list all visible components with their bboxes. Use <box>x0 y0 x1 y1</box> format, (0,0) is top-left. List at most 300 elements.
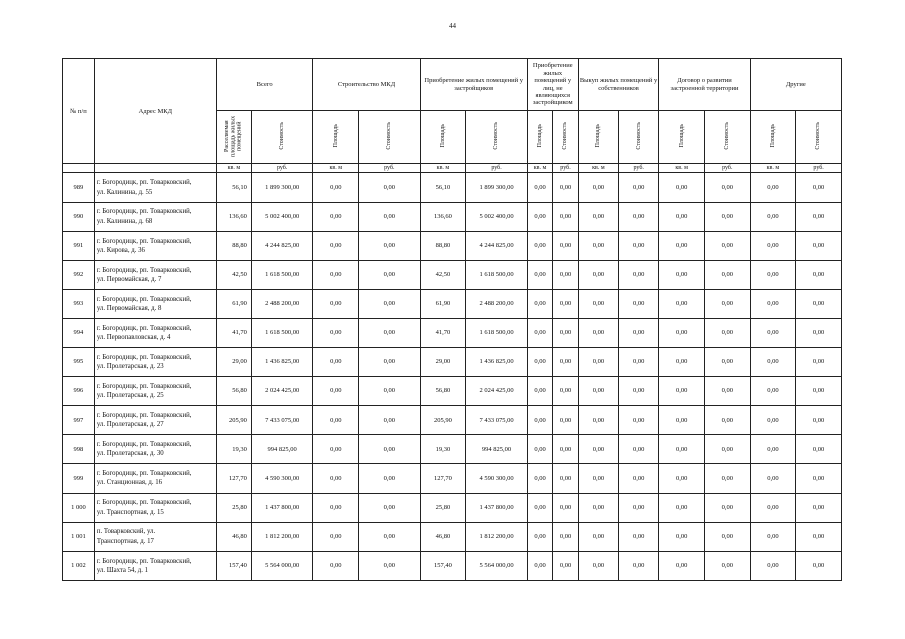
cost-cell: 0,00 <box>553 348 578 377</box>
area-cell: 0,00 <box>527 377 552 406</box>
group-header-developer-purchase: Приобретение жилых помещений у застройщиков <box>420 59 527 111</box>
page-number: 44 <box>449 22 456 30</box>
cost-cell: 5 002 400,00 <box>466 202 528 231</box>
row-number: 997 <box>63 406 95 435</box>
area-cell: 56,10 <box>420 173 466 202</box>
cost-cell: 0,00 <box>796 435 842 464</box>
area-cell: 56,80 <box>420 377 466 406</box>
area-cell: 0,00 <box>527 289 552 318</box>
row-number: 991 <box>63 231 95 260</box>
sub-header-label: Площадь <box>678 124 685 148</box>
sub-header-area <box>216 111 251 164</box>
area-cell: 0,00 <box>578 551 618 580</box>
area-cell: 56,10 <box>216 173 251 202</box>
area-cell: 0,00 <box>750 493 796 522</box>
cost-cell: 0,00 <box>619 173 659 202</box>
cost-cell: 4 590 300,00 <box>251 464 313 493</box>
cost-cell: 0,00 <box>796 522 842 551</box>
cost-cell: 0,00 <box>796 202 842 231</box>
sub-header-area <box>750 111 796 164</box>
area-cell: 0,00 <box>313 202 359 231</box>
area-cell: 0,00 <box>750 522 796 551</box>
row-address <box>94 260 216 289</box>
units-cell: руб. <box>619 164 659 173</box>
table-row <box>63 231 842 260</box>
cost-cell: 994 825,00 <box>466 435 528 464</box>
table-row <box>63 464 842 493</box>
address-line-1: г. Богородицк, рп. Товарковский, <box>96 295 192 303</box>
area-cell: 56,80 <box>216 377 251 406</box>
address-line-1: г. Богородицк, рп. Товарковский, <box>96 412 192 420</box>
cost-cell: 0,00 <box>619 435 659 464</box>
address-line-2: ул. Пролетарская, д. 23 <box>96 363 164 371</box>
resettlement-table <box>62 58 842 581</box>
area-cell: 41,70 <box>420 318 466 347</box>
table-row <box>63 202 842 231</box>
sub-header-label: Стоимость <box>724 122 731 150</box>
cost-cell: 0,00 <box>619 202 659 231</box>
area-cell: 0,00 <box>527 551 552 580</box>
cost-cell: 1 812 200,00 <box>251 522 313 551</box>
area-cell: 136,60 <box>420 202 466 231</box>
address-line-2: ул. Калинина, д. 68 <box>96 217 153 225</box>
cost-cell: 0,00 <box>704 522 750 551</box>
address-line-2: ул. Кирова, д. 36 <box>96 246 145 254</box>
units-cell: руб. <box>359 164 421 173</box>
row-address <box>94 348 216 377</box>
area-cell: 0,00 <box>313 522 359 551</box>
address-line-2: ул. Первопавловская, д. 4 <box>96 333 171 341</box>
cost-cell: 0,00 <box>619 348 659 377</box>
table-row <box>63 260 842 289</box>
cost-cell: 0,00 <box>796 231 842 260</box>
cost-cell: 0,00 <box>553 435 578 464</box>
units-cell: кв. м <box>659 164 705 173</box>
sub-header-cost <box>619 111 659 164</box>
address-line-2: ул. Транспортная, д. 15 <box>96 508 164 516</box>
area-cell: 0,00 <box>578 173 618 202</box>
cost-cell: 0,00 <box>619 522 659 551</box>
row-number: 994 <box>63 318 95 347</box>
area-cell: 205,90 <box>420 406 466 435</box>
cost-cell: 0,00 <box>359 435 421 464</box>
cost-cell: 0,00 <box>359 493 421 522</box>
area-cell: 0,00 <box>659 173 705 202</box>
cost-cell: 0,00 <box>359 173 421 202</box>
area-cell: 0,00 <box>578 231 618 260</box>
area-cell: 61,90 <box>420 289 466 318</box>
cost-cell: 0,00 <box>553 173 578 202</box>
cost-cell: 0,00 <box>359 289 421 318</box>
group-header-construction: Строительство МКД <box>313 59 420 111</box>
sub-header-label: Площадь <box>769 124 776 148</box>
area-cell: 0,00 <box>313 348 359 377</box>
cost-cell: 1 437 800,00 <box>251 493 313 522</box>
cost-cell: 0,00 <box>359 464 421 493</box>
sub-header-cost <box>553 111 578 164</box>
group-header-buyout: Выкуп жилых помещений у собственников <box>578 59 659 111</box>
cost-cell: 2 024 425,00 <box>251 377 313 406</box>
row-number: 1 000 <box>63 493 95 522</box>
sub-header-label: Площадь <box>332 124 339 148</box>
cost-cell: 0,00 <box>619 289 659 318</box>
area-cell: 0,00 <box>659 318 705 347</box>
area-cell: 0,00 <box>659 289 705 318</box>
cost-cell: 1 618 500,00 <box>251 260 313 289</box>
area-cell: 127,70 <box>420 464 466 493</box>
area-cell: 0,00 <box>578 522 618 551</box>
area-cell: 25,80 <box>216 493 251 522</box>
area-cell: 157,40 <box>420 551 466 580</box>
table-row <box>63 377 842 406</box>
cost-cell: 0,00 <box>359 318 421 347</box>
table-row <box>63 406 842 435</box>
area-cell: 0,00 <box>659 435 705 464</box>
units-cell: кв. м <box>750 164 796 173</box>
cost-cell: 1 618 500,00 <box>466 260 528 289</box>
units-cell: кв. м <box>216 164 251 173</box>
cost-cell: 1 436 825,00 <box>251 348 313 377</box>
area-cell: 19,30 <box>216 435 251 464</box>
area-cell: 0,00 <box>527 202 552 231</box>
area-cell: 0,00 <box>750 435 796 464</box>
address-line-1: г. Богородицк, рп. Товарковский, <box>96 441 192 449</box>
cost-cell: 2 024 425,00 <box>466 377 528 406</box>
address-line-2: ул. Первомайская, д. 8 <box>96 304 162 312</box>
cost-cell: 0,00 <box>704 406 750 435</box>
area-cell: 0,00 <box>527 260 552 289</box>
address-line-2: Транспортная, д. 17 <box>96 537 154 545</box>
sub-header-cost <box>359 111 421 164</box>
sub-header-label: Площадь <box>595 124 602 148</box>
group-header-territory-agreement: Договор о развитии застроенной территории <box>659 59 750 111</box>
cost-cell: 0,00 <box>359 231 421 260</box>
area-cell: 46,80 <box>216 522 251 551</box>
group-header-other: Другие <box>750 59 841 111</box>
cost-cell: 0,00 <box>553 318 578 347</box>
row-address <box>94 493 216 522</box>
area-cell: 0,00 <box>750 348 796 377</box>
cost-cell: 0,00 <box>704 551 750 580</box>
area-cell: 0,00 <box>313 173 359 202</box>
area-cell: 0,00 <box>750 406 796 435</box>
area-cell: 0,00 <box>578 318 618 347</box>
cost-cell: 0,00 <box>796 493 842 522</box>
cost-cell: 5 564 000,00 <box>466 551 528 580</box>
row-number: 999 <box>63 464 95 493</box>
cost-cell: 0,00 <box>553 551 578 580</box>
sub-header-area <box>313 111 359 164</box>
cost-cell: 1 437 800,00 <box>466 493 528 522</box>
area-cell: 0,00 <box>313 464 359 493</box>
units-row <box>63 164 842 173</box>
area-cell: 0,00 <box>527 493 552 522</box>
area-cell: 0,00 <box>659 464 705 493</box>
row-address <box>94 173 216 202</box>
units-cell: руб. <box>251 164 313 173</box>
cost-cell: 7 433 075,00 <box>466 406 528 435</box>
cost-cell: 0,00 <box>704 464 750 493</box>
area-cell: 0,00 <box>313 406 359 435</box>
units-cell: кв. м <box>578 164 618 173</box>
row-number: 1 001 <box>63 522 95 551</box>
sub-header-label: Расселяемая площадь жилых помещений <box>224 115 244 157</box>
cost-cell: 0,00 <box>796 318 842 347</box>
area-cell: 42,50 <box>216 260 251 289</box>
area-cell: 0,00 <box>578 435 618 464</box>
address-line-1: г. Богородицк, рп. Товарковский, <box>96 208 192 216</box>
cost-cell: 2 488 200,00 <box>251 289 313 318</box>
area-cell: 42,50 <box>420 260 466 289</box>
cost-cell: 0,00 <box>796 551 842 580</box>
area-cell: 127,70 <box>216 464 251 493</box>
row-address <box>94 377 216 406</box>
table-row <box>63 551 842 580</box>
cost-cell: 0,00 <box>704 493 750 522</box>
cost-cell: 0,00 <box>359 406 421 435</box>
area-cell: 0,00 <box>313 377 359 406</box>
cost-cell: 0,00 <box>619 406 659 435</box>
sub-header-area <box>659 111 705 164</box>
cost-cell: 0,00 <box>359 202 421 231</box>
table-row <box>63 493 842 522</box>
area-cell: 0,00 <box>527 348 552 377</box>
area-cell: 0,00 <box>527 231 552 260</box>
sub-header-label: Площадь <box>536 124 543 148</box>
col-number-header: № п/п <box>63 59 95 164</box>
units-cell: руб. <box>796 164 842 173</box>
area-cell: 0,00 <box>578 377 618 406</box>
units-cell: руб. <box>466 164 528 173</box>
area-cell: 0,00 <box>527 406 552 435</box>
address-line-1: г. Богородицк, рп. Товарковский, <box>96 353 192 361</box>
area-cell: 0,00 <box>750 464 796 493</box>
table-row <box>63 173 842 202</box>
area-cell: 0,00 <box>659 551 705 580</box>
cost-cell: 1 812 200,00 <box>466 522 528 551</box>
area-cell: 41,70 <box>216 318 251 347</box>
area-cell: 0,00 <box>750 231 796 260</box>
address-line-1: г. Богородицк, рп. Товарковский, <box>96 324 192 332</box>
row-address <box>94 406 216 435</box>
units-cell <box>63 164 95 173</box>
address-line-1: г. Богородицк, рп. Товарковский, <box>96 383 192 390</box>
cost-cell: 0,00 <box>553 464 578 493</box>
units-cell <box>94 164 216 173</box>
cost-cell: 0,00 <box>796 464 842 493</box>
sub-header-label: Площадь <box>439 124 446 148</box>
cost-cell: 0,00 <box>553 202 578 231</box>
row-address <box>94 231 216 260</box>
area-cell: 157,40 <box>216 551 251 580</box>
row-address <box>94 435 216 464</box>
cost-cell: 0,00 <box>619 551 659 580</box>
area-cell: 0,00 <box>313 435 359 464</box>
address-line-1: г. Богородицк, рп. Товарковский, <box>96 557 192 565</box>
address-line-1: г. Богородицк, рп. Товарковский, <box>96 266 192 274</box>
area-cell: 0,00 <box>313 231 359 260</box>
cost-cell: 1 899 300,00 <box>466 173 528 202</box>
address-line-1: п. Товарковский, ул. <box>96 528 156 536</box>
area-cell: 0,00 <box>527 435 552 464</box>
cost-cell: 1 899 300,00 <box>251 173 313 202</box>
cost-cell: 0,00 <box>553 260 578 289</box>
area-cell: 0,00 <box>527 464 552 493</box>
area-cell: 61,90 <box>216 289 251 318</box>
area-cell: 0,00 <box>750 202 796 231</box>
area-cell: 0,00 <box>750 260 796 289</box>
cost-cell: 0,00 <box>796 289 842 318</box>
cost-cell: 1 618 500,00 <box>251 318 313 347</box>
address-line-1: г. Богородицк, рп. Товарковский, <box>96 470 192 478</box>
area-cell: 19,30 <box>420 435 466 464</box>
sub-header-label: Стоимость <box>562 122 569 150</box>
row-address <box>94 289 216 318</box>
row-number: 993 <box>63 289 95 318</box>
sub-header-area <box>420 111 466 164</box>
address-line-2: ул. Станционная, д. 16 <box>96 479 163 487</box>
sub-header-cost <box>704 111 750 164</box>
units-cell: кв. м <box>420 164 466 173</box>
sub-header-label: Стоимость <box>493 122 500 150</box>
area-cell: 88,80 <box>216 231 251 260</box>
units-cell: кв. м <box>313 164 359 173</box>
cost-cell: 4 590 300,00 <box>466 464 528 493</box>
cost-cell: 0,00 <box>619 493 659 522</box>
cost-cell: 0,00 <box>796 377 842 406</box>
area-cell: 46,80 <box>420 522 466 551</box>
area-cell: 0,00 <box>313 289 359 318</box>
sub-header-label: Стоимость <box>635 122 642 150</box>
table-row <box>63 289 842 318</box>
cost-cell: 1 436 825,00 <box>466 348 528 377</box>
units-cell: руб. <box>704 164 750 173</box>
cost-cell: 7 433 075,00 <box>251 406 313 435</box>
area-cell: 0,00 <box>659 231 705 260</box>
cost-cell: 0,00 <box>704 202 750 231</box>
cost-cell: 994 825,00 <box>251 435 313 464</box>
cost-cell: 0,00 <box>704 348 750 377</box>
cost-cell: 0,00 <box>704 377 750 406</box>
cost-cell: 0,00 <box>359 348 421 377</box>
sub-header-label: Стоимость <box>815 122 822 150</box>
area-cell: 25,80 <box>420 493 466 522</box>
area-cell: 0,00 <box>659 260 705 289</box>
cost-cell: 0,00 <box>796 406 842 435</box>
row-number: 998 <box>63 435 95 464</box>
sub-header-cost <box>251 111 313 164</box>
cost-cell: 0,00 <box>619 231 659 260</box>
address-line-1: г. Богородицк, рп. Товарковский, <box>96 499 192 507</box>
area-cell: 0,00 <box>750 173 796 202</box>
area-cell: 0,00 <box>750 551 796 580</box>
area-cell: 0,00 <box>659 348 705 377</box>
cost-cell: 4 244 825,00 <box>466 231 528 260</box>
cost-cell: 0,00 <box>704 435 750 464</box>
cost-cell: 0,00 <box>553 377 578 406</box>
address-line-1: г. Богородицк, рп. Товарковский, <box>96 179 192 187</box>
area-cell: 0,00 <box>659 522 705 551</box>
address-line-2: ул. Шахта 54, д. 1 <box>96 566 149 574</box>
area-cell: 0,00 <box>527 318 552 347</box>
area-cell: 29,00 <box>216 348 251 377</box>
area-cell: 0,00 <box>578 260 618 289</box>
row-address <box>94 318 216 347</box>
address-line-2: ул. Пролетарская, д. 25 <box>96 392 164 400</box>
area-cell: 0,00 <box>313 318 359 347</box>
area-cell: 205,90 <box>216 406 251 435</box>
row-number: 990 <box>63 202 95 231</box>
table-row <box>63 522 842 551</box>
cost-cell: 5 564 000,00 <box>251 551 313 580</box>
cost-cell: 0,00 <box>796 348 842 377</box>
cost-cell: 1 618 500,00 <box>466 318 528 347</box>
area-cell: 0,00 <box>578 348 618 377</box>
address-line-2: ул. Калинина, д. 55 <box>96 188 153 196</box>
area-cell: 0,00 <box>313 493 359 522</box>
cost-cell: 0,00 <box>553 231 578 260</box>
cost-cell: 0,00 <box>553 406 578 435</box>
area-cell: 0,00 <box>750 289 796 318</box>
col-address-header: Адрес МКД <box>94 59 216 164</box>
sub-header-cost <box>466 111 528 164</box>
area-cell: 0,00 <box>527 522 552 551</box>
units-cell: руб. <box>553 164 578 173</box>
row-number: 992 <box>63 260 95 289</box>
cost-cell: 0,00 <box>619 260 659 289</box>
cost-cell: 0,00 <box>553 289 578 318</box>
cost-cell: 0,00 <box>796 173 842 202</box>
area-cell: 0,00 <box>750 318 796 347</box>
group-header-total: Всего <box>216 59 313 111</box>
area-cell: 88,80 <box>420 231 466 260</box>
cost-cell: 5 002 400,00 <box>251 202 313 231</box>
sub-header-label: Стоимость <box>279 122 285 150</box>
area-cell: 0,00 <box>578 464 618 493</box>
address-line-2: ул. Пролетарская, д. 30 <box>96 450 164 458</box>
cost-cell: 2 488 200,00 <box>466 289 528 318</box>
area-cell: 0,00 <box>527 173 552 202</box>
address-line-2: ул. Пролетарская, д. 27 <box>96 421 164 429</box>
cost-cell: 0,00 <box>619 318 659 347</box>
area-cell: 0,00 <box>659 377 705 406</box>
area-cell: 0,00 <box>578 406 618 435</box>
cost-cell: 0,00 <box>359 260 421 289</box>
area-cell: 0,00 <box>750 377 796 406</box>
row-number: 989 <box>63 173 95 202</box>
area-cell: 0,00 <box>659 406 705 435</box>
row-number: 996 <box>63 377 95 406</box>
cost-cell: 0,00 <box>796 260 842 289</box>
area-cell: 0,00 <box>313 260 359 289</box>
row-number: 1 002 <box>63 551 95 580</box>
group-header-nondeveloper-purchase: Приобретение жилых помещений у лиц, не являющихся застройщиком <box>527 59 578 111</box>
area-cell: 0,00 <box>313 551 359 580</box>
sub-header-cost <box>796 111 842 164</box>
area-cell: 29,00 <box>420 348 466 377</box>
cost-cell: 0,00 <box>553 522 578 551</box>
cost-cell: 0,00 <box>704 231 750 260</box>
address-line-1: г. Богородицк, рп. Товарковский, <box>96 237 192 245</box>
row-address <box>94 464 216 493</box>
cost-cell: 0,00 <box>619 377 659 406</box>
area-cell: 0,00 <box>578 202 618 231</box>
area-cell: 0,00 <box>659 493 705 522</box>
sub-header-area <box>527 111 552 164</box>
cost-cell: 0,00 <box>553 493 578 522</box>
cost-cell: 0,00 <box>359 522 421 551</box>
cost-cell: 0,00 <box>359 551 421 580</box>
